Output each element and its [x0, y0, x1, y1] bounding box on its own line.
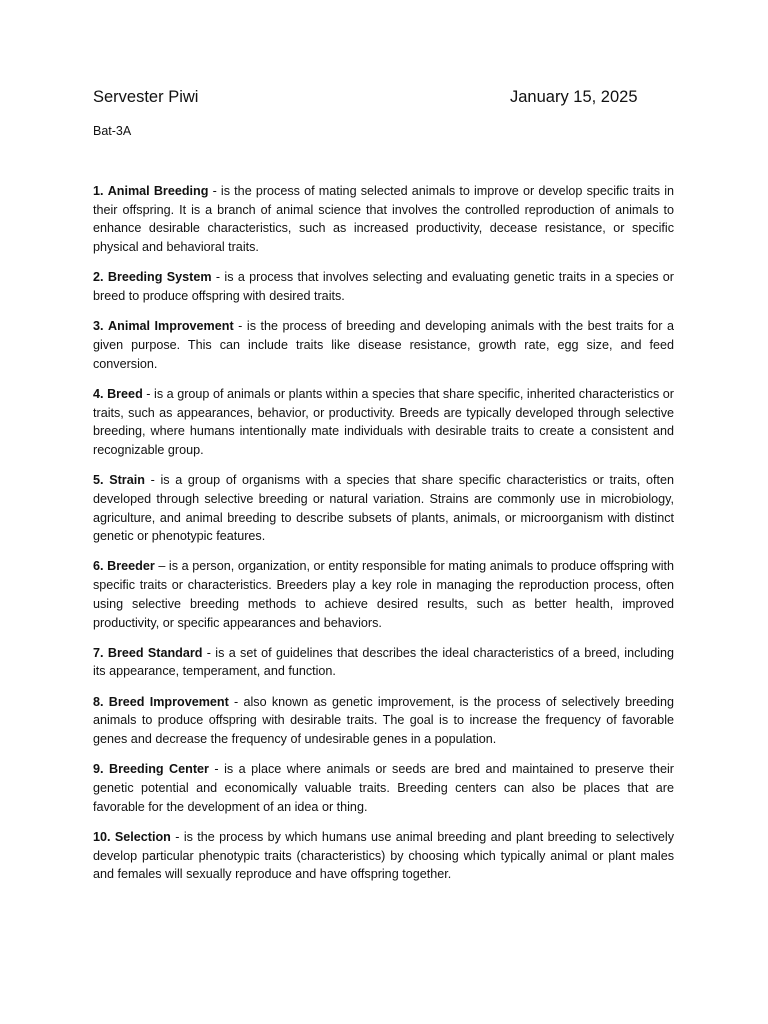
definition-term: Breeding Center [109, 762, 209, 777]
definition-text: - is the process of breeding and developing animals with the best traits for a given purpose. This can include traits like disease resistance, growth rate, egg size, and feed conversion. [93, 319, 674, 371]
definition-number: 4. [93, 386, 104, 401]
definition-item [93, 644, 674, 681]
definition-number: 10. [93, 829, 111, 844]
definition-term: Selection [114, 829, 171, 844]
definition-term: Strain [109, 473, 145, 488]
definition-item [93, 760, 674, 816]
definition-number: 9. [93, 762, 104, 777]
definition-number: 6. [93, 559, 104, 574]
definition-number: 5. [93, 473, 104, 488]
definition-term: Breed [107, 386, 143, 401]
definition-item [93, 182, 674, 257]
definition-number: 8. [93, 694, 104, 709]
author-name: Servester Piwi [93, 88, 199, 106]
definition-text: - also known as genetic improvement, is the process of selectively breeding animals to produce offspring with desirable traits. The goal is to increase the frequency of favorable genes and decrease the frequency of undesirable genes in a population. [93, 694, 674, 747]
definition-item [93, 317, 674, 373]
definition-number: 2. [93, 270, 104, 285]
section-label: Bat-3A [93, 124, 132, 138]
definition-term: Animal Breeding [107, 184, 209, 198]
definition-term: Breed Standard [107, 645, 203, 660]
definition-item [93, 693, 674, 749]
definition-item [93, 557, 674, 632]
document-header [93, 88, 674, 110]
definition-text: - is the process of mating selected animals to improve or develop specific traits in their offspring. It is a branch of animal science that involves the controlled reproduction of animals to enhance desirable characteristics, such as increased productivity, decease resistance, or specific physical and behavioral traits. [93, 184, 674, 255]
definition-text: - is a set of guidelines that describes the ideal characteristics of a breed, including its appearance, temperament, and function. [93, 645, 675, 679]
definition-number: 7. [93, 645, 104, 660]
definition-item [93, 828, 674, 884]
definition-text: - is a group of organisms with a species that share specific characteristics or traits, often developed through selective breeding or natural variation. Strains are commonly use in microbiology, agriculture, and animal breeding to describe subsets of plants, animals, or microorganism with distinct genetic or phenotypic features. [93, 473, 674, 544]
definition-text: – is a person, organization, or entity responsible for mating animals to produce offspring with specific traits or characteristics. Breeders play a key role in managing the reproduction process, often using selective breeding methods to achieve desired results, such as better health, improved productivity, or specific appearances and behaviors. [93, 559, 675, 630]
definition-text: - is the process by which humans use animal breeding and plant breeding to selectively develop particular phenotypic traits (characteristics) by choosing which typically animal or plant males and females will sexually reproduce and have offspring together. [93, 829, 675, 882]
definition-item [93, 471, 674, 546]
definitions-list [93, 182, 674, 896]
definition-term: Breed Improvement [108, 694, 229, 709]
definition-term: Breeder [107, 559, 155, 574]
definition-term: Breeding System [107, 270, 212, 285]
definition-item [93, 268, 674, 305]
definition-text: - is a place where animals or seeds are bred and maintained to preserve their genetic potential and economically valuable traits. Breeding centers can also be places that are favorable for the development of an idea or thing. [93, 762, 674, 814]
definition-item [93, 385, 674, 460]
document-date: January 15, 2025 [510, 88, 638, 106]
definition-number: 3. [93, 319, 104, 334]
definition-term: Animal Improvement [108, 319, 234, 334]
definition-number: 1. [93, 184, 104, 198]
definition-text: - is a group of animals or plants within a species that share specific, inherited characteristics or traits, such as appearances, behavior, or productivity. Breeds are typically developed through selective breeding, where humans intentionally mate individuals with desirable traits to create a consistent and recognizable group. [93, 386, 674, 457]
definition-text: - is a process that involves selecting and evaluating genetic traits in a species or breed to produce offspring with desired traits. [93, 270, 675, 304]
